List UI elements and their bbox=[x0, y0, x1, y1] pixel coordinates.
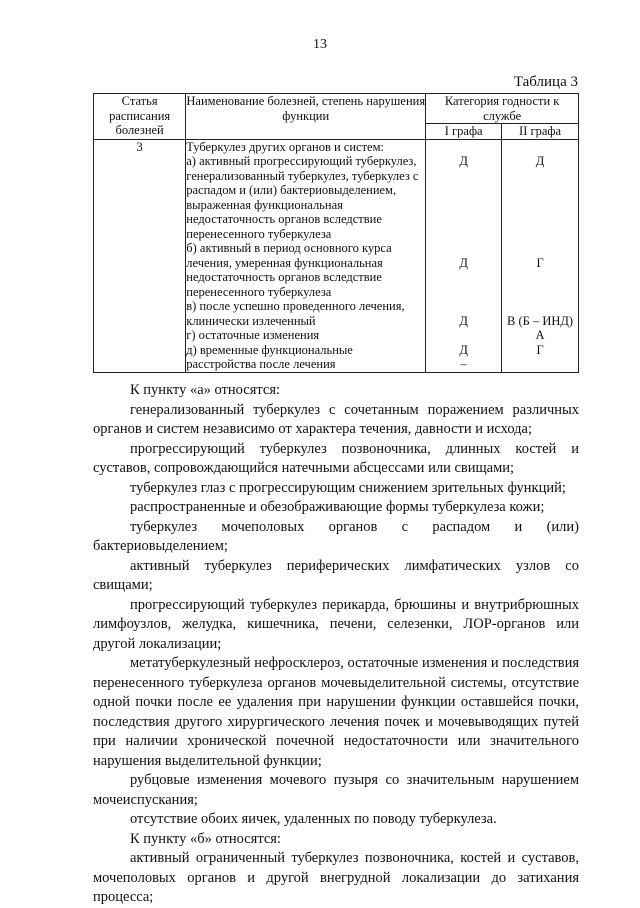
paragraph: прогрессирующий туберкулез перикарда, брюшины и внутрибрюшных лимфоузлов, желудка, кишечника, печени, селезенки, ЛОР-органов или другой локализации; bbox=[93, 596, 579, 652]
header-article: Статья расписания болезней bbox=[94, 94, 186, 140]
paragraph: активный туберкулез периферических лимфатических узлов со свищами; bbox=[93, 557, 579, 593]
disease-description bbox=[186, 139, 426, 372]
item-d-col2: А bbox=[535, 328, 545, 342]
header-category: Категория годности к службе bbox=[426, 94, 579, 124]
fitness-category-table bbox=[93, 93, 579, 373]
paragraph: активный ограниченный туберкулез позвоночника, костей и суставов, мочеполовых органов и другой внегрудной локализации до затихания процесса; bbox=[93, 850, 579, 905]
paragraph: рубцовые изменения мочевого пузыря со значительным нарушением мочеиспускания; bbox=[93, 772, 579, 808]
item-a-col1: Д bbox=[459, 154, 468, 168]
item-c-text: в) после успешно проведенного лечения, клинически излеченный bbox=[186, 299, 405, 328]
paragraph: прогрессирующий туберкулез позвоночника, длинных костей и суставов, сопровождающийся натечными абсцессами или свищами; bbox=[93, 440, 579, 476]
item-a-col2: Д bbox=[535, 154, 545, 168]
paragraph: К пункту «б» относятся: bbox=[130, 830, 281, 847]
header-column-1: I графа bbox=[426, 124, 502, 140]
header-disease-name: Наименование болезней, степень нарушения функции bbox=[186, 94, 426, 140]
item-e-text: д) временные функциональные расстройства после лечения bbox=[186, 342, 353, 371]
column-2-values bbox=[502, 139, 579, 372]
item-b-col2: Г bbox=[536, 255, 544, 270]
item-e-col1: – bbox=[460, 357, 467, 371]
paragraph: туберкулез мочеполовых органов с распадом и (или) бактериовыделением; bbox=[93, 518, 579, 554]
item-d-text: г) остаточные изменения bbox=[186, 328, 320, 342]
item-a-text: а) активный прогрессирующий туберкулез, генерализованный туберкулез, туберкулез с распадом и (или) бактериовыделением, выраженная функциональная недостаточность органов вследствие перенесенного туберкулеза bbox=[186, 154, 419, 241]
body-text bbox=[93, 381, 579, 908]
row-intro: Туберкулез других органов и систем: bbox=[186, 139, 384, 154]
paragraph: туберкулез глаз с прогрессирующим снижением зрительных функций; bbox=[130, 479, 566, 496]
table-label: Таблица 3 bbox=[513, 74, 578, 90]
paragraph: метатуберкулезный нефросклероз, остаточные изменения и последствия перенесенного туберкулеза органов мочевыделительной системы, отсутствие одной почки после ее удаления при нарушении функции оставшейся почки, последствия другого хирургического лечения почек и мочевыводящих путей при наличии хронической почечной недостаточности или значительного нарушения выделительной функции; bbox=[93, 655, 579, 769]
paragraph: распространенные и обезображивающие формы туберкулеза кожи; bbox=[130, 499, 545, 515]
article-number: 3 bbox=[94, 139, 186, 372]
item-d-col1: Д bbox=[459, 342, 468, 357]
column-1-values bbox=[426, 139, 502, 372]
page-number: 13 bbox=[313, 37, 327, 52]
header-column-2: II графа bbox=[502, 124, 579, 140]
item-b-col1: Д bbox=[459, 255, 468, 270]
paragraph: К пункту «а» относятся: bbox=[130, 382, 281, 398]
item-b-text: б) активный в период основного курса лечения, умеренная функциональная недостаточность органов вследствие перенесенного туберкулеза bbox=[186, 241, 392, 299]
item-c-col2: В (Б – ИНД) bbox=[507, 313, 574, 328]
item-c-col1: Д bbox=[459, 313, 468, 328]
item-e-col2: Г bbox=[536, 342, 544, 357]
paragraph: генерализованный туберкулез с сочетанным поражением различных органов и систем независимо от характера течения, давности и исхода; bbox=[93, 401, 579, 437]
table-row bbox=[94, 139, 579, 372]
paragraph: отсутствие обоих яичек, удаленных по поводу туберкулеза. bbox=[130, 811, 497, 827]
